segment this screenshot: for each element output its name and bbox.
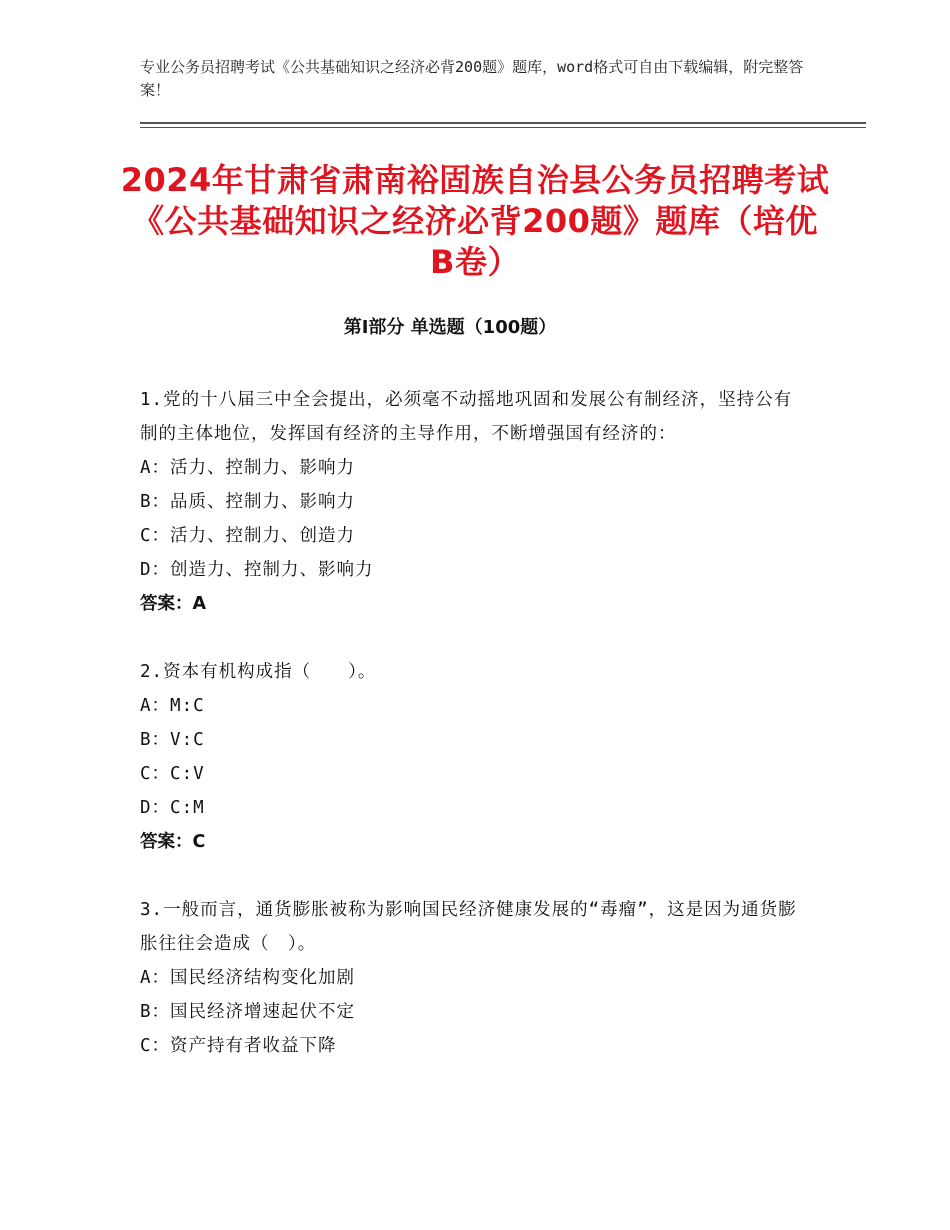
section-title: 第Ⅰ部分 单选题（100题）: [343, 317, 557, 338]
header-divider-thick: [140, 122, 866, 124]
question-stem: 3.一般而言，通货膨胀被称为影响国民经济健康发展的“毒瘤”，这是因为通货膨胀往往会造成（ ）。: [140, 900, 797, 954]
option-a: A：M:C: [140, 696, 205, 716]
option-b: B：品质、控制力、影响力: [140, 492, 356, 512]
option-b: B：国民经济增速起伏不定: [140, 1002, 356, 1022]
header-note: 专业公务员招聘考试《公共基础知识之经济必背200题》题库，word格式可自由下载编辑，附完整答案！: [140, 58, 804, 99]
option-d: D：创造力、控制力、影响力: [140, 560, 374, 580]
option-a: A：活力、控制力、影响力: [140, 458, 356, 478]
header-divider-thin: [140, 127, 866, 128]
document-title: 2024年甘肃省肃南裕固族自治县公务员招聘考试《公共基础知识之经济必背200题》题库（培优B卷）: [120, 161, 830, 281]
answer: 答案：A: [140, 594, 207, 614]
option-a: A：国民经济结构变化加剧: [140, 968, 356, 988]
option-c: C：活力、控制力、创造力: [140, 526, 356, 546]
question-stem: 1.党的十八届三中全会提出，必须毫不动摇地巩固和发展公有制经济，坚持公有制的主体地位，发挥国有经济的主导作用，不断增强国有经济的：: [140, 390, 793, 444]
question-list: [140, 383, 805, 1063]
option-c: C：C:V: [140, 764, 205, 784]
option-b: B：V:C: [140, 730, 205, 750]
question-1: [140, 383, 805, 621]
answer: 答案：C: [140, 832, 206, 852]
option-c: C：资产持有者收益下降: [140, 1036, 337, 1056]
question-2: [140, 655, 805, 859]
question-stem: 2.资本有机构成指（ ）。: [140, 662, 377, 682]
option-d: D：C:M: [140, 798, 205, 818]
question-3: [140, 893, 805, 1063]
